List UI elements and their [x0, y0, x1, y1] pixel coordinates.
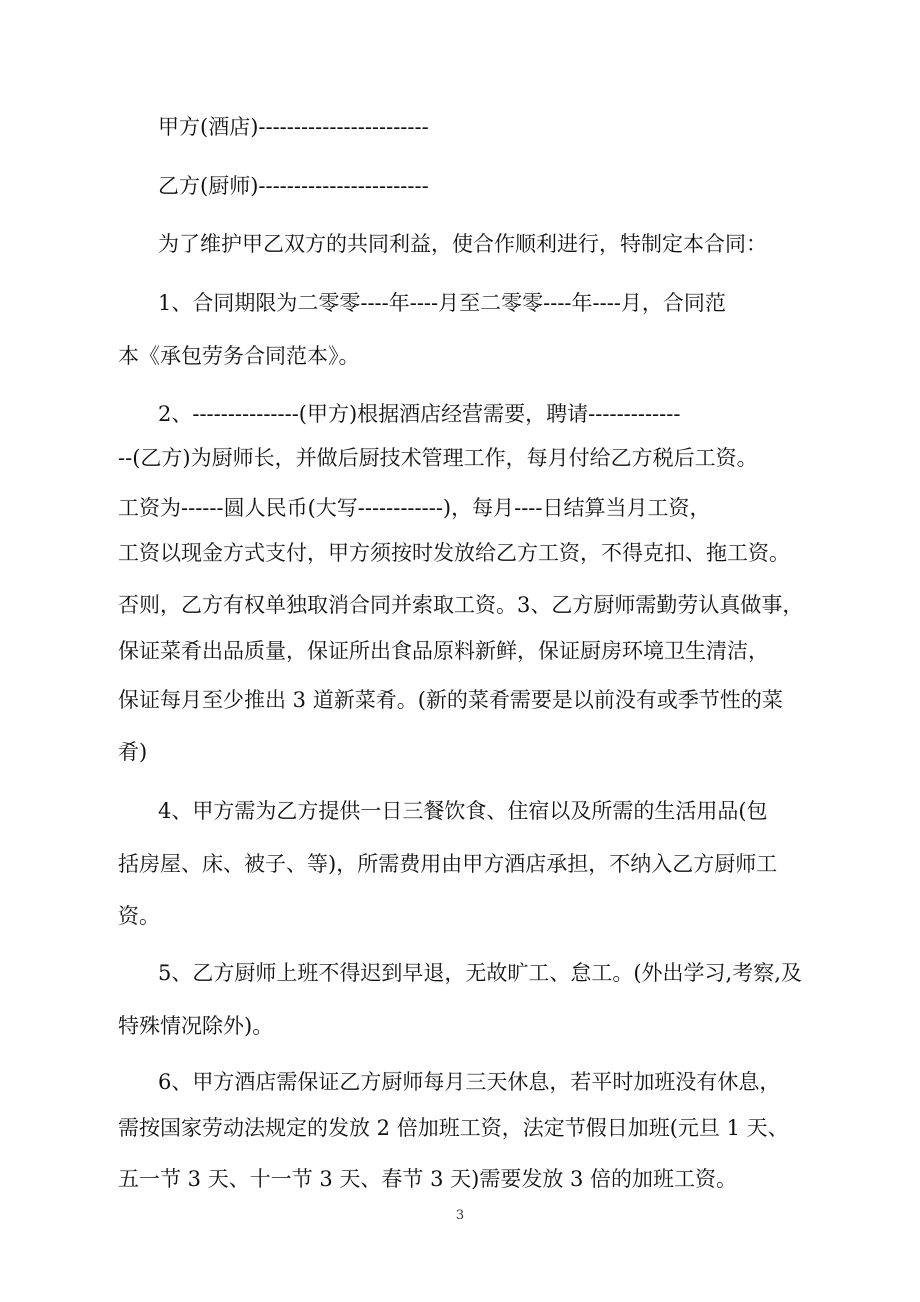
clause-2-line-3: 工资为------圆人民币(大写------------)，每月----日结算当月工资，	[118, 496, 711, 520]
clause-2-line-5: 否则，乙方有权单独取消合同并索取工资。3、乙方厨师需勤劳认真做事，	[118, 593, 804, 617]
clause-6-line-1: 6、甲方酒店需保证乙方厨师每月三天休息，若平时加班没有休息，	[158, 1070, 781, 1094]
clause-3-line-1: 保证菜肴出品质量，保证所出食品原料新鲜，保证厨房环境卫生清洁，	[118, 639, 769, 663]
party-b-line: 乙方(厨师)------------------------	[158, 174, 429, 198]
clause-6-line-2: 需按国家劳动法规定的发放 2 倍加班工资，法定节假日加班(元旦 1 天、	[118, 1116, 789, 1140]
preamble-line: 为了维护甲乙双方的共同利益，使合作顺利进行，特制定本合同：	[158, 232, 767, 256]
clause-2-line-4: 工资以现金方式支付，甲方须按时发放给乙方工资，不得克扣、拖工资。	[118, 541, 790, 565]
clause-2-line-1: 2、---------------(甲方)根据酒店经营需要，聘请-------------	[158, 402, 681, 426]
clause-1-line-1: 1、合同期限为二零零----年----月至二零零----年----月，合同范	[158, 291, 726, 315]
page-number: 3	[455, 1208, 465, 1223]
clause-6-line-3: 五一节 3 天、十一节 3 天、春节 3 天)需要发放 3 倍的加班工资。	[118, 1167, 738, 1191]
party-a-line: 甲方(酒店)------------------------	[158, 115, 429, 139]
clause-4-line-3: 资。	[118, 904, 160, 928]
clause-3-line-3: 肴)	[118, 740, 148, 764]
clause-4-line-1: 4、甲方需为乙方提供一日三餐饮食、住宿以及所需的生活用品(包	[158, 799, 768, 823]
clause-4-line-2: 括房屋、床、被子、等)，所需费用由甲方酒店承担，不纳入乙方厨师工	[118, 852, 778, 876]
clause-1-line-2: 本《承包劳务合同范本》。	[118, 344, 360, 368]
clause-3-line-2: 保证每月至少推出 3 道新菜肴。(新的菜肴需要是以前没有或季节性的菜	[118, 688, 783, 712]
clause-2-line-2: --(乙方)为厨师长，并做后厨技术管理工作，每月付给乙方税后工资。	[118, 446, 758, 470]
clause-5-line-1: 5、乙方厨师上班不得迟到早退，无故旷工、怠工。(外出学习,考察,及	[158, 961, 802, 985]
clause-5-line-2: 特殊情况除外)。	[118, 1014, 274, 1038]
